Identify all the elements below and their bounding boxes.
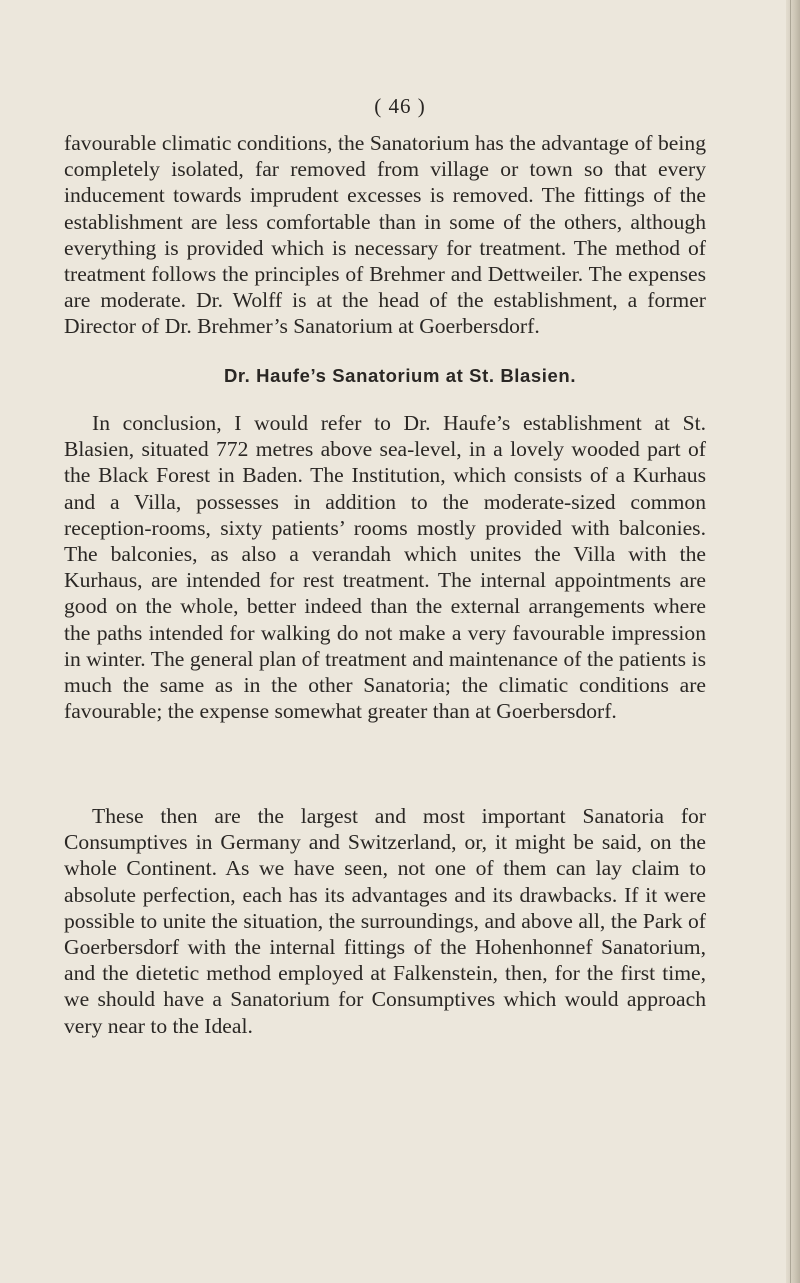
paragraph-continuation: favourable climatic conditions, the Sanatorium has the advantage of being completely isolated, far removed from village or town so that every inducement towards imprudent excesses is removed. The fittings of the establishment are less comfortable than in some of the others, although everything is provided which is necessary for treatment. The method of treatment follows the principles of Brehmer and Dettweiler. The expenses are moderate. Dr. Wolff is at the head of the establishment, a former Director of Dr. Brehmer’s Sanatorium at Goerbersdorf. xyxy=(64,131,706,339)
section-heading: Dr. Haufe’s Sanatorium at St. Blasien. xyxy=(223,365,577,386)
page-number: ( 46 ) xyxy=(374,94,426,118)
page-edge xyxy=(786,0,800,1283)
paragraph-haufe-sanatorium: In conclusion, I would refer to Dr. Haufe’s establishment at St. Blasien, situated 772 metres above sea-level, in a lovely wooded part of the Black Forest in Baden. The Institution, which consists of a Kurhaus and a Villa, possesses in addition to the moderate-sized common reception-rooms, sixty patients’ rooms mostly provided with balconies. The balconies, as also a verandah which unites the Villa with the Kurhaus, are intended for rest treatment. The internal appointments are good on the whole, better indeed than the external arrangements where the paths intended for walking do not make a very favourable impression in winter. The general plan of treatment and maintenance of the patients is much the same as in the other Sanatoria; the climatic conditions are favourable; the expense somewhat greater than at Goerbersdorf. xyxy=(64,411,706,724)
paragraph-conclusion: These then are the largest and most important Sanatoria for Consumptives in Germany and Switzerland, or, it might be said, on the whole Continent. As we have seen, not one of them can lay claim to absolute perfection, each has its advantages and its drawbacks. If it were possible to unite the situation, the surroundings, and above all, the Park of Goerbersdorf with the internal fittings of the Hohenhonnef Sanatorium, and the dietetic method employed at Falkenstein, then, for the first time, we should have a Sanatorium for Consumptives which would approach very near to the Ideal. xyxy=(64,804,706,1038)
